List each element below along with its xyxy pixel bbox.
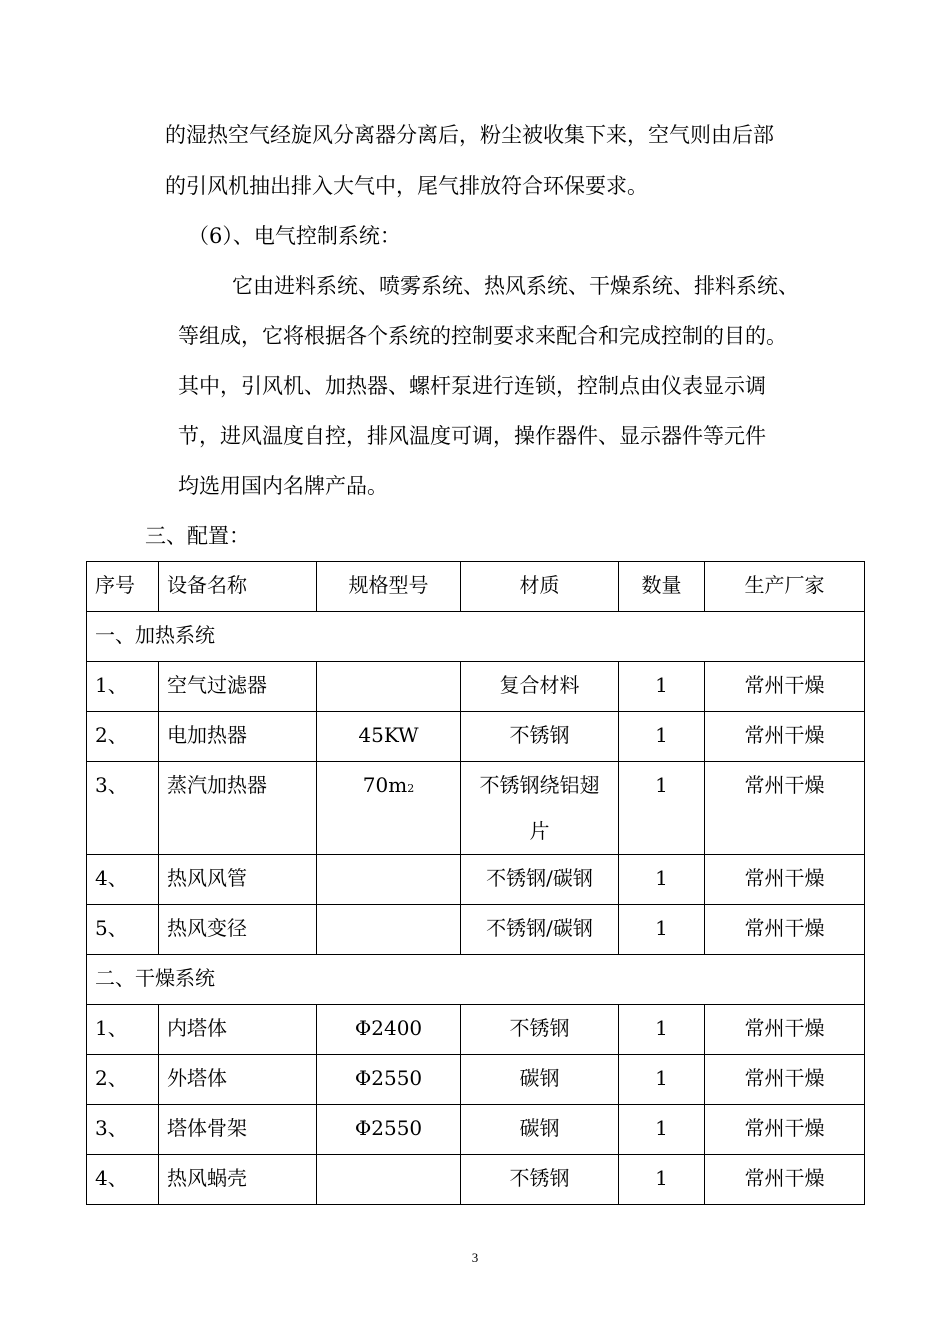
spec-value: 70m <box>362 773 408 797</box>
paragraph-line-1: 的湿热空气经旋风分离器分离后，粉尘被收集下来，空气则由后部 <box>165 123 774 147</box>
cell-name: 电加热器 <box>159 712 317 762</box>
cell-manufacturer: 常州干燥 <box>705 662 865 712</box>
header-cell: 规格型号 <box>317 562 461 612</box>
cell-quantity: 1 <box>619 1005 705 1055</box>
paragraph-line-7: 均选用国内名牌产品。 <box>178 474 388 498</box>
cell-quantity: 1 <box>619 1055 705 1105</box>
table-row <box>87 712 865 762</box>
section-title: 二、干燥系统 <box>87 955 865 1005</box>
cell-material: 不锈钢/碳钢 <box>461 855 619 905</box>
cell-quantity: 1 <box>619 762 705 855</box>
page-number: 3 <box>471 1250 479 1265</box>
header-cell: 生产厂家 <box>705 562 865 612</box>
table-header-row <box>87 562 865 612</box>
cell-quantity: 1 <box>619 1105 705 1155</box>
header-cell: 序号 <box>87 562 159 612</box>
cell-manufacturer: 常州干燥 <box>705 762 865 855</box>
cell-material: 不锈钢/碳钢 <box>461 905 619 955</box>
table-row <box>87 1155 865 1205</box>
table-row <box>87 762 865 855</box>
cell-spec <box>317 1155 461 1205</box>
cell-spec <box>317 855 461 905</box>
cell-index: 2、 <box>87 712 159 762</box>
cell-spec: Φ2400 <box>317 1005 461 1055</box>
cell-spec <box>317 762 461 855</box>
section-heading-electrical: （6）、电气控制系统： <box>188 224 401 248</box>
cell-quantity: 1 <box>619 905 705 955</box>
cell-quantity: 1 <box>619 1155 705 1205</box>
cell-spec <box>317 905 461 955</box>
cell-material: 复合材料 <box>461 662 619 712</box>
table-row <box>87 662 865 712</box>
material-value: 不锈钢绕铝翅 <box>479 773 600 797</box>
cell-name: 外塔体 <box>159 1055 317 1105</box>
cell-manufacturer: 常州干燥 <box>705 712 865 762</box>
paragraph-line-4: 等组成，它将根据各个系统的控制要求来配合和完成控制的目的。 <box>178 324 787 348</box>
table-row <box>87 1005 865 1055</box>
cell-quantity: 1 <box>619 855 705 905</box>
cell-name: 塔体骨架 <box>159 1105 317 1155</box>
paragraph-line-5: 其中，引风机、加热器、螺杆泵进行连锁，控制点由仪表显示调 <box>178 374 766 398</box>
cell-manufacturer: 常州干燥 <box>705 905 865 955</box>
cell-material: 不锈钢 <box>461 1155 619 1205</box>
cell-manufacturer: 常州干燥 <box>705 855 865 905</box>
cell-index: 4、 <box>87 1155 159 1205</box>
section-title: 一、加热系统 <box>87 612 865 662</box>
configuration-table <box>86 561 865 1205</box>
cell-index: 1、 <box>87 662 159 712</box>
spec-superscript: 2 <box>407 782 415 795</box>
table-row <box>87 905 865 955</box>
table-row <box>87 1105 865 1155</box>
cell-material: 不锈钢 <box>461 1005 619 1055</box>
cell-manufacturer: 常州干燥 <box>705 1005 865 1055</box>
header-cell: 数量 <box>619 562 705 612</box>
material-continuation: 片 <box>529 819 550 843</box>
cell-index: 1、 <box>87 1005 159 1055</box>
cell-index: 5、 <box>87 905 159 955</box>
cell-name: 蒸汽加热器 <box>159 762 317 855</box>
cell-manufacturer: 常州干燥 <box>705 1055 865 1105</box>
cell-material: 碳钢 <box>461 1105 619 1155</box>
header-cell: 材质 <box>461 562 619 612</box>
paragraph-line-3: 它由进料系统、喷雾系统、热风系统、干燥系统、排料系统、 <box>232 274 799 298</box>
cell-material <box>461 762 619 855</box>
cell-spec: 45KW <box>317 712 461 762</box>
section-heading-config: 三、配置： <box>145 524 250 548</box>
cell-material: 不锈钢 <box>461 712 619 762</box>
cell-manufacturer: 常州干燥 <box>705 1155 865 1205</box>
cell-name: 热风风管 <box>159 855 317 905</box>
cell-name: 热风变径 <box>159 905 317 955</box>
cell-material: 碳钢 <box>461 1055 619 1105</box>
cell-spec: Φ2550 <box>317 1055 461 1105</box>
cell-index: 3、 <box>87 762 159 855</box>
cell-manufacturer: 常州干燥 <box>705 1105 865 1155</box>
section-row <box>87 955 865 1005</box>
cell-quantity: 1 <box>619 662 705 712</box>
paragraph-line-2: 的引风机抽出排入大气中，尾气排放符合环保要求。 <box>165 174 648 198</box>
cell-name: 空气过滤器 <box>159 662 317 712</box>
section-row <box>87 612 865 662</box>
paragraph-line-6: 节，进风温度自控，排风温度可调，操作器件、显示器件等元件 <box>178 424 766 448</box>
cell-quantity: 1 <box>619 712 705 762</box>
cell-index: 4、 <box>87 855 159 905</box>
cell-index: 2、 <box>87 1055 159 1105</box>
cell-name: 热风蜗壳 <box>159 1155 317 1205</box>
table-row <box>87 1055 865 1105</box>
cell-name: 内塔体 <box>159 1005 317 1055</box>
table-row <box>87 855 865 905</box>
header-cell: 设备名称 <box>159 562 317 612</box>
cell-spec <box>317 662 461 712</box>
cell-index: 3、 <box>87 1105 159 1155</box>
cell-spec: Φ2550 <box>317 1105 461 1155</box>
